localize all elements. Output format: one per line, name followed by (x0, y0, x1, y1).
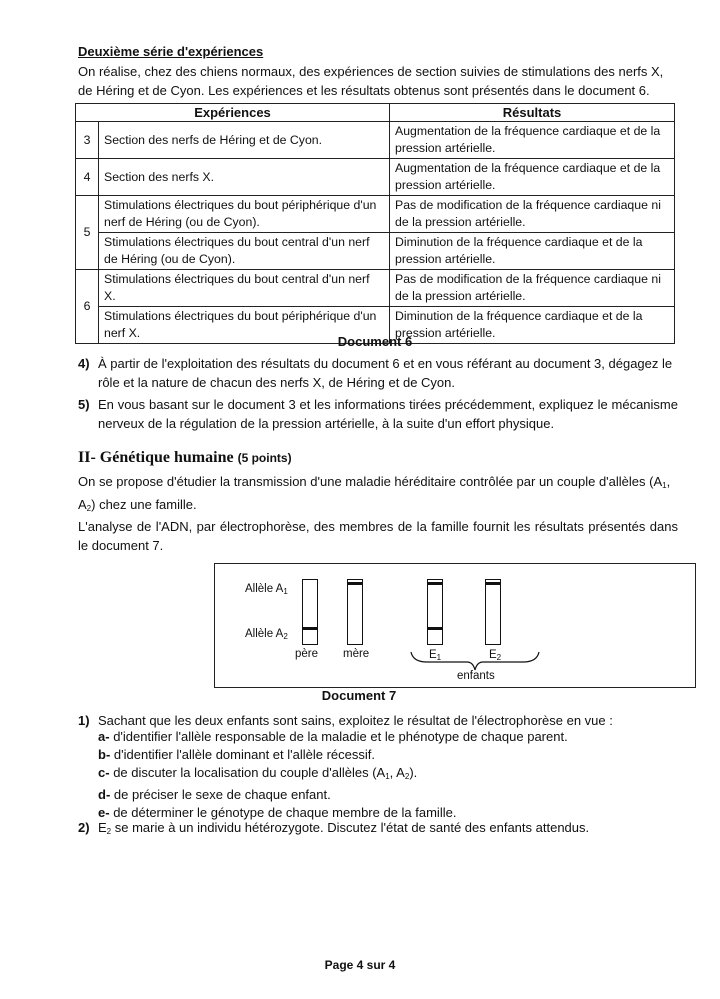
band-a1 (485, 582, 501, 585)
question-text: $E_2$ se marie à un individu hétérozygote. Discutez l'état de santé des enfants attendus. (98, 820, 590, 836)
band-a2 (302, 627, 318, 630)
question-number: 1) (78, 713, 90, 728)
table-row (76, 270, 675, 307)
document-6-caption: Document 6 (337, 334, 413, 349)
intro-text: , A (78, 474, 671, 512)
experience-cell: Stimulations électriques du bout central d'un nerf de Héring (ou de Cyon). (99, 233, 390, 270)
genetics-question-2 (78, 818, 678, 841)
header-experiences: Expériences (76, 104, 390, 122)
part-2-points: (5 points) (237, 451, 292, 465)
result-cell: Pas de modification de la fréquence cardiaque ni de la pression artérielle. (390, 270, 675, 307)
table-row (76, 159, 675, 196)
lane-e2 (485, 579, 501, 645)
row-number: 4 (76, 159, 99, 196)
question-5 (78, 395, 678, 433)
list-item: c- de discuter la localisation du couple d'allèles ($A_1$, $A_2$). (98, 765, 418, 781)
children-label: enfants (457, 670, 495, 682)
question-text: En vous basant sur le document 3 et les informations tirées précédemment, expliquez le mécanisme nerveux de la régulation de la pression artérielle, à la suite d'un effort physique. (98, 397, 678, 431)
lane-label-e2: $E_2$ (489, 649, 502, 662)
band-a1 (347, 582, 363, 585)
allele-a1-label: Allèle $A_1$ (245, 583, 288, 596)
series-intro: On réalise, chez des chiens normaux, des expériences de section suivies de stimulations des nerfs X, de Héring et de Cyon. Les expériences et les résultats obtenus sont présentés dans le document 6. (78, 64, 664, 98)
experience-cell: Stimulations électriques du bout périphérique d'un nerf de Héring (ou de Cyon). (99, 196, 390, 233)
header-results: Résultats (390, 104, 675, 122)
result-cell: Pas de modification de la fréquence cardiaque ni de la pression artérielle. (390, 196, 675, 233)
page-footer: Page 4 sur 4 (324, 958, 396, 972)
result-cell: Augmentation de la fréquence cardiaque et de la pression artérielle. (390, 159, 675, 196)
question-text: Sachant que les deux enfants sont sains, exploitez le résultat de l'électrophorèse en vue : (98, 713, 613, 728)
part-2-intro-2: L'analyse de l'ADN, par électrophorèse, des membres de la famille fournit les résultats présentés dans le document 7. (78, 519, 678, 553)
lane-label-pere: père (295, 648, 319, 660)
experience-cell: Stimulations électriques du bout central d'un nerf X. (99, 270, 390, 307)
band-a1 (427, 582, 443, 585)
list-item: e- de déterminer le génotype de chaque membre de la famille. (98, 805, 457, 820)
part-2-intro (78, 472, 678, 518)
table-header-row (76, 104, 675, 122)
series-title: Deuxième série d'expériences (78, 44, 264, 59)
row-number: 5 (76, 196, 99, 270)
table-row (76, 122, 675, 159)
question-text: À partir de l'exploitation des résultats du document 6 et en vous référant au document 3, dégagez le rôle et la nature de chacun des nerfs X, de Héring et de Cyon. (98, 356, 673, 390)
result-cell: Diminution de la fréquence cardiaque et de la pression artérielle. (390, 233, 675, 270)
row-number: 3 (76, 122, 99, 159)
lane-label-mere: mère (343, 648, 370, 660)
list-item: d- de préciser le sexe de chaque enfant. (98, 787, 331, 802)
experience-cell: Section des nerfs X. (99, 159, 390, 196)
list-item: b- d'identifier l'allèle dominant et l'allèle récessif. (98, 747, 375, 762)
question-number: 5) (78, 397, 90, 412)
question-number: 4) (78, 356, 90, 371)
lane-label-e1: $E_1$ (429, 649, 442, 662)
experience-cell: Stimulations électriques du bout périphérique d'un nerf X. (99, 307, 390, 344)
allele-a2-label: Allèle $A_2$ (245, 628, 288, 641)
experience-cell: Section des nerfs de Héring et de Cyon. (99, 122, 390, 159)
list-item: a- d'identifier l'allèle responsable de la maladie et le phénotype de chaque parent. (98, 729, 568, 744)
result-cell: Diminution de la fréquence cardiaque et de la pression artérielle. (390, 307, 675, 344)
table-row (76, 233, 675, 270)
subscript: 2 (86, 504, 92, 513)
row-number: 6 (76, 270, 99, 344)
document-7-caption: Document 7 (321, 688, 397, 703)
question-4 (78, 354, 678, 392)
band-a2 (427, 627, 443, 630)
table-row (76, 196, 675, 233)
result-cell: Augmentation de la fréquence cardiaque et de la pression artérielle. (390, 122, 675, 159)
part-2-title-text: II- Génétique humaine (78, 449, 234, 466)
question-number: 2) (78, 820, 90, 835)
experiments-table (75, 103, 675, 344)
intro-text: On se propose d'étudier la transmission d'une maladie héréditaire contrôlée par un couple d'allèles (A (78, 474, 663, 489)
part-2-title (78, 449, 292, 467)
lane-pere (302, 579, 318, 645)
question-1-subitems (98, 728, 568, 822)
lane-e1 (427, 579, 443, 645)
lane-mere (347, 579, 363, 645)
subscript: 1 (662, 481, 667, 490)
intro-text: ) chez une famille. (91, 497, 197, 512)
electrophoresis-figure (214, 563, 696, 688)
